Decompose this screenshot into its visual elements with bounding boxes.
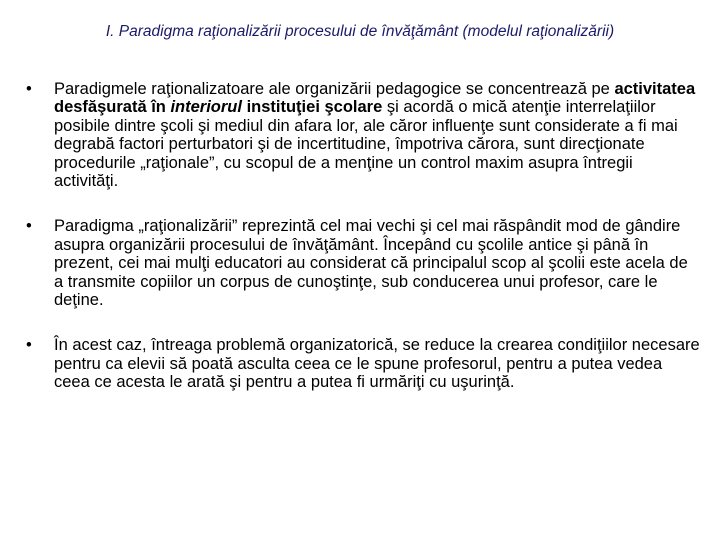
bullet-text-part: Paradigmele raţionalizatoare ale organizării pedagogice se concentrează pe <box>54 80 615 98</box>
bullet-text-part: şi acordă o mică atenţie interrelaţiilor posibile dintre şcoli şi mediul din afara lor, ale căror influenţe sunt considerate a fi mai degrabă factori perturbatori şi de incertitudine, împotriva cărora, sunt direcţionate procedurile „raţionale”, cu scopul de a menţine un control maxim asupra întregii activităţi. <box>54 98 678 191</box>
bullet-dot: • <box>26 336 32 355</box>
bullet-item-3 <box>26 336 700 391</box>
slide-title: I. Paradigma raţionalizării procesului de învăţământ (modelul raţionalizării) <box>105 23 615 40</box>
bullet-text: În acest caz, întreaga problemă organizatorică, se reduce la crearea condiţiilor necesare pentru ca elevii să poată asculta ceea ce le spune profesorul, pentru a putea vedea ceea ce acesta le arată şi pentru a putea fi urmăriţi cu uşurinţă. <box>54 336 700 392</box>
bullet-text-bold: instituţiei şcolare <box>241 98 383 117</box>
bullet-item-2 <box>26 217 700 309</box>
bullet-dot: • <box>26 217 32 236</box>
bullet-text-bold: activitatea desfăşurată în <box>54 80 696 117</box>
bullet-list <box>26 80 700 419</box>
bullet-item-1 <box>26 80 700 190</box>
bullet-text-bold-italic: interiorul <box>170 98 242 117</box>
bullet-text: Paradigma „raţionalizării” reprezintă cel mai vechi şi cel mai răspândit mod de gândire asupra organizării procesului de învăţământ. Începând cu şcolile antice şi până în prezent, cei mai mulţi educatori au considerat că principalul scop al şcolii este acela de a transmite copiilor un corpus de cunoştinţe, sub conducerea unui profesor, care le deţine. <box>54 217 688 310</box>
bullet-dot: • <box>26 80 32 98</box>
